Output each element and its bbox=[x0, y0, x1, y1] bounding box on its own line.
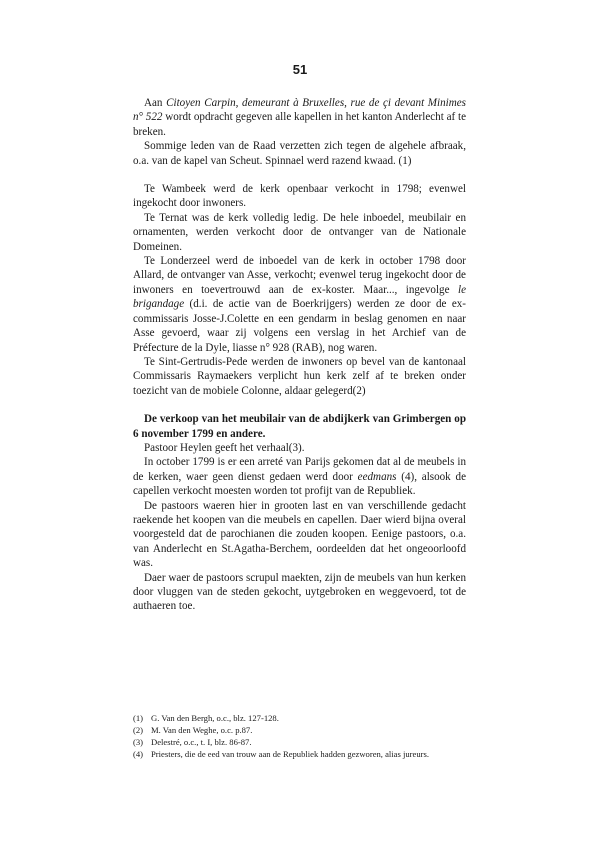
footnote-number: (1) bbox=[133, 713, 144, 723]
footnote-1 bbox=[133, 712, 466, 724]
paragraph-october-after: (4), alsook de capellen verkocht moesten worden tot profijt van de Republiek. bbox=[133, 470, 466, 498]
paragraph-ternat: Te Ternat was de kerk volledig ledig. De hele inboedel, meubilair en ornamenten, werden verkocht door de ontvanger van de Nationale Domeinen. bbox=[133, 211, 466, 253]
paragraph-pastoor-heylen: Pastoor Heylen geeft het verhaal(3). bbox=[144, 441, 305, 454]
paragraph-raad: Sommige leden van de Raad verzetten zich tegen de algehele afbraak, o.a. van de kapel van Scheut. Spinnael werd razend kwaad. (1) bbox=[133, 140, 466, 167]
paragraph-londerzeel-before: Te Londerzeel werd de inboedel van de kerk in october 1798 door Allard, de ontvanger van Asse, verkocht; evenwel terug ingekocht door de inwoners en toevertrouwd aan de ex-koster. Maar..., ingevolge bbox=[133, 255, 466, 296]
paragraph-october-1799 bbox=[133, 455, 466, 498]
italic-address: Citoyen Carpin, demeurant à Bruxelles, rue de çi devant Minimes n° 522 bbox=[133, 97, 466, 124]
paragraph-londerzeel bbox=[133, 254, 466, 355]
page-number: 51 bbox=[292, 62, 308, 77]
footnote-4 bbox=[133, 748, 466, 760]
paragraph-rest: wordt opdracht gegeven alle kapellen in het kanton Anderlecht af te breken. bbox=[133, 111, 466, 138]
section-heading: De verkoop van het meubilair van de abdijkerk van Grimbergen op 6 november 1799 en andere. bbox=[133, 413, 466, 440]
italic-brigandage: le brigandage bbox=[133, 283, 466, 311]
paragraph-sint-gertrudis-pede: Te Sint-Gertrudis-Pede werden de inwoners op bevel van de kantonaal Commissaris Raymaekers verplicht hun kerk zelf af te breken onder toezicht van de mobiele Colonne, aldaar gelegerd(2) bbox=[133, 355, 466, 397]
paragraph-october-before: In october 1799 is er een arreté van Parijs gekomen dat al de meubels in de kerken, waer geen dienst gedaen werd door bbox=[133, 456, 466, 483]
footnote-text: Delestré, o.c., t. I, blz. 86-87. bbox=[151, 737, 252, 747]
paragraph-lead: Aan bbox=[144, 97, 167, 109]
paragraph-pastoors-last: De pastoors waeren hier in grooten last en van verschillende gedacht raekende het koopen van die meubels en capellen. Daer wierd bijna overal voorgesteld dat de parochianen die zouden koopen. Eenige pastoors, o.a. van Anderlecht en St.Agatha-Berchem, oordeelden dat het ongeoorloofd was. bbox=[133, 499, 466, 570]
paragraph-citoyen-carpin bbox=[133, 96, 466, 139]
paragraph-pastoors-scrupul: Daer waer de pastoors scrupul maekten, zijn de meubels van hun kerken door vluggen van de steden gekocht, uytgebroken en weggevoerd, tot de authaeren toe. bbox=[133, 571, 466, 613]
body-text bbox=[133, 96, 466, 614]
footnotes bbox=[133, 712, 466, 760]
footnote-text: G. Van den Bergh, o.c., blz. 127-128. bbox=[151, 713, 279, 723]
footnote-number: (4) bbox=[133, 749, 144, 759]
paragraph-londerzeel-after: (d.i. de actie van de Boerkrijgers) werden ze door de ex-commissaris Josse-J.Colette en een gendarm in beslag genomen en naar Asse gevoerd, waar zij volgens een verslag in het Archief van de Préfecture de la Dyle, liasse n° 928 (RAB), nog waren. bbox=[133, 298, 466, 354]
footnote-text: M. Van den Weghe, o.c. p.87. bbox=[151, 725, 253, 735]
paragraph-wambeek: Te Wambeek werd de kerk openbaar verkocht in 1798; evenwel ingekocht door inwoners. bbox=[133, 183, 466, 210]
footnote-2 bbox=[133, 724, 466, 736]
italic-eedmans: eedmans bbox=[357, 470, 397, 483]
footnote-text: Priesters, die de eed van trouw aan de Republiek hadden gezworen, alias jureurs. bbox=[151, 749, 430, 759]
footnote-number: (2) bbox=[133, 725, 144, 735]
footnote-3 bbox=[133, 736, 466, 748]
footnote-number: (3) bbox=[133, 737, 144, 747]
